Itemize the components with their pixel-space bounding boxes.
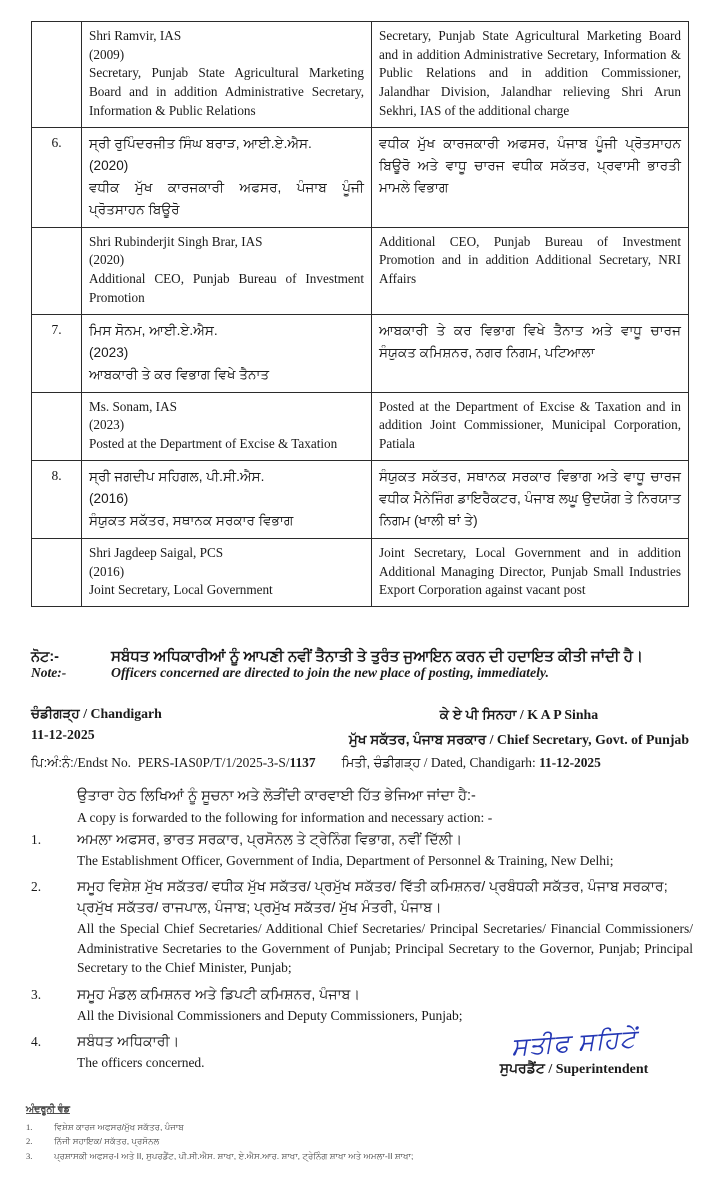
forward-intro-english: A copy is forwarded to the following for information and necessary action: - bbox=[77, 809, 493, 825]
officer-name: Shri Ramvir, IAS bbox=[89, 28, 182, 43]
row-officer bbox=[82, 127, 372, 227]
note-label-punjabi: ਨੋਟ:- bbox=[31, 649, 60, 665]
officer-designation: ਵਧੀਕ ਮੁੱਖ ਕਾਰਜਕਾਰੀ ਅਫਸਰ, ਪੰਜਾਬ ਪੂੰਜੀ ਪ੍ਰੋਤਸਾਹਨ ਬਿਊਰੋ bbox=[89, 179, 364, 217]
row-officer bbox=[82, 392, 372, 460]
note-block bbox=[31, 648, 691, 681]
list-item-english: All the Special Chief Secretaries/ Additional Chief Secretaries/ Principal Secretaries/ Financial Commissioners/ Administrative Secretaries to the Government of Punjab; Principal Secretary to the Governor, Punjab; Principal Secretary to the Chief Minister, Punjab; bbox=[77, 920, 693, 976]
row-posting bbox=[372, 227, 689, 314]
row-posting bbox=[372, 22, 689, 128]
superintendent-title-english: Superintendent bbox=[555, 1062, 649, 1077]
internal-item-text: ਨਿੱਜੀ ਸਹਾਇਕ/ ਸਕੱਤਰ, ਪ੍ਰਸੋਨਲ bbox=[54, 1136, 160, 1147]
internal-item-number: 2. bbox=[26, 1136, 33, 1147]
officer-designation: ਆਬਕਾਰੀ ਤੇ ਕਰ ਵਿਭਾਗ ਵਿਖੇ ਤੈਨਾਤ bbox=[89, 366, 270, 382]
internal-list-item bbox=[26, 1121, 456, 1133]
row-serial: 8. bbox=[32, 460, 82, 538]
list-item-english: All the Divisional Commissioners and Deputy Commissioners, Punjab; bbox=[77, 1007, 463, 1023]
officer-name: ਸ੍ਰੀ ਰੁਪਿੰਦਰਜੀਤ ਸਿੰਘ ਬਰਾੜ, ਆਈ.ਏ.ਐਸ. bbox=[89, 135, 312, 151]
superintendent-signature-area bbox=[449, 1025, 699, 1078]
officer-name: Shri Rubinderjit Singh Brar, IAS bbox=[89, 233, 263, 249]
posting-text: Secretary, Punjab State Agricultural Marketing Board and in addition Administrative Secretary, Information & Public Relations and in addition Commissioner, Jalandhar Division, Jalandhar relieving Shri Arun Sekhri, IAS of the additional charge bbox=[379, 28, 681, 118]
row-posting bbox=[372, 127, 689, 227]
row-serial bbox=[32, 538, 82, 606]
list-item-english: The officers concerned. bbox=[77, 1055, 205, 1071]
officer-year: (2016) bbox=[89, 563, 125, 579]
superintendent-title bbox=[449, 1060, 699, 1078]
officer-year: (2023) bbox=[89, 344, 129, 360]
place-english: Chandigarh bbox=[90, 706, 162, 721]
posting-text: ਵਧੀਕ ਮੁੱਖ ਕਾਰਜਕਾਰੀ ਅਫਸਰ, ਪੰਜਾਬ ਪੂੰਜੀ ਪ੍ਰੋਤਸਾਹਨ ਬਿਊਰੋ ਅਤੇ ਵਾਧੂ ਚਾਰਜ ਵਧੀਕ ਸਕੱਤਰ, ਪ੍ਰਵਾਸੀ ਭਾਰਤੀ ਮਾਮਲੇ ਵਿਭਾਗ bbox=[379, 135, 681, 195]
superintendent-title-punjabi: ਸੁਪਰਡੈਂਟ bbox=[499, 1060, 545, 1076]
internal-item-text: ਵਿਸ਼ੇਸ਼ ਕਾਰਜ ਅਫਸਰ/ਮੁੱਖ ਸਕੱਤਰ, ਪੰਜਾਬ bbox=[54, 1122, 184, 1132]
row-serial bbox=[32, 227, 82, 314]
row-serial: 6. bbox=[32, 127, 82, 227]
chief-secretary-block bbox=[349, 703, 691, 753]
officer-title-line: ਮੁੱਖ ਸਕੱਤਰ, ਪੰਜਾਬ ਸਰਕਾਰ / Chief Secretary, Govt. of Punjab bbox=[348, 731, 689, 747]
issue-date: 11-12-2025 bbox=[31, 727, 95, 743]
officer-name: ਸ੍ਰੀ ਜਗਦੀਪ ਸਹਿਗਲ, ਪੀ.ਸੀ.ਐਸ. bbox=[89, 468, 265, 484]
list-item-punjabi: ਸਮੂਹ ਮੰਡਲ ਕਮਿਸ਼ਨਰ ਅਤੇ ਡਿਪਟੀ ਕਮਿਸ਼ਨਰ, ਪੰਜਾਬ। bbox=[77, 987, 361, 1004]
endorsement-date-label-punjabi: ਮਿਤੀ, ਚੰਡੀਗੜ੍ਹ bbox=[341, 755, 421, 770]
table-row bbox=[32, 538, 689, 606]
note-line-punjabi bbox=[31, 648, 691, 665]
table-row bbox=[32, 227, 689, 314]
posting-text: Additional CEO, Punjab Bureau of Investment Promotion and in addition Additional Secretary, NRI Affairs bbox=[379, 233, 681, 287]
list-item bbox=[31, 877, 693, 978]
handwritten-signature: ਸਤੀਫ ਸਹਿਟੇਂ bbox=[510, 1025, 638, 1062]
forward-intro-punjabi: ਉਤਾਰਾ ਹੇਠ ਲਿਖਿਆਂ ਨੂੰ ਸੂਚਨਾ ਅਤੇ ਲੋੜੀਂਦੀ ਕਾਰਵਾਈ ਹਿੱਤ ਭੇਜਿਆ ਜਾਂਦਾ ਹੈ:- bbox=[77, 788, 476, 804]
list-item-number: 3. bbox=[31, 987, 42, 1003]
row-posting bbox=[372, 538, 689, 606]
place-date-block bbox=[31, 703, 162, 753]
officer-name: Shri Jagdeep Saigal, PCS bbox=[89, 544, 224, 560]
internal-circulation-block bbox=[26, 1104, 456, 1164]
officer-name: Ms. Sonam, IAS bbox=[89, 398, 177, 414]
endorsement-date-value: 11-12-2025 bbox=[539, 755, 601, 770]
officer-name-line: ਕੇ ਏ ਪੀ ਸਿਨਹਾ / K A P Sinha bbox=[439, 707, 599, 722]
row-serial bbox=[32, 22, 82, 128]
officer-year: (2023) bbox=[89, 417, 125, 433]
list-item bbox=[31, 985, 693, 1025]
officer-year: (2009) bbox=[89, 46, 125, 62]
place-punjabi: ਚੰਡੀਗੜ੍ਹ bbox=[31, 706, 80, 721]
list-item-number: 1. bbox=[31, 832, 42, 847]
officer-posting-table bbox=[31, 21, 689, 607]
note-line-english bbox=[31, 665, 691, 681]
row-officer bbox=[82, 538, 372, 606]
endorsement-label-punjabi: ਪਿ:ਅੰ:ਨੰ: bbox=[31, 755, 74, 770]
officer-designation: Additional CEO, Punjab Bureau of Investment Promotion bbox=[89, 271, 364, 305]
internal-item-number: 1. bbox=[26, 1122, 33, 1132]
list-item-number: 2. bbox=[31, 879, 42, 895]
officer-name: ਮਿਸ ਸੋਨਮ, ਆਈ.ਏ.ਐਸ. bbox=[89, 322, 218, 338]
officer-title-punjabi: ਮੁੱਖ ਸਕੱਤਰ, ਪੰਜਾਬ ਸਰਕਾਰ bbox=[348, 731, 487, 747]
table-row bbox=[32, 22, 689, 128]
table-row bbox=[32, 314, 689, 392]
note-text-punjabi: ਸਬੰਧਤ ਅਧਿਕਾਰੀਆਂ ਨੂੰ ਆਪਣੀ ਨਵੀਂ ਤੈਨਾਤੀ ਤੇ ਤੁਰੰਤ ਜੁਆਇਨ ਕਰਨ ਦੀ ਹਦਾਇਤ ਕੀਤੀ ਜਾਂਦੀ ਹੈ। bbox=[111, 648, 644, 665]
officer-designation: Joint Secretary, Local Government bbox=[89, 582, 273, 598]
officer-title-english: Chief Secretary, Govt. of Punjab bbox=[496, 731, 689, 747]
posting-text: ਸੰਯੁਕਤ ਸਕੱਤਰ, ਸਥਾਨਕ ਸਰਕਾਰ ਵਿਭਾਗ ਅਤੇ ਵਾਧੂ ਚਾਰਜ ਵਧੀਕ ਮੈਨੇਜਿੰਗ ਡਾਇਰੈਕਟਰ, ਪੰਜਾਬ ਲਘੂ ਉਦਯੋਗ ਤੇ ਨਿਰਯਾਤ ਨਿਗਮ (ਖਾਲੀ ਥਾਂ ਤੇ) bbox=[379, 468, 681, 528]
place-line: ਚੰਡੀਗੜ੍ਹ / Chandigarh bbox=[31, 706, 162, 721]
posting-text: ਆਬਕਾਰੀ ਤੇ ਕਰ ਵਿਭਾਗ ਵਿਖੇ ਤੈਨਾਤ ਅਤੇ ਵਾਧੂ ਚਾਰਜ ਸੰਯੁਕਤ ਕਮਿਸ਼ਨਰ, ਨਗਰ ਨਿਗਮ, ਪਟਿਆਲਾ bbox=[379, 322, 681, 360]
list-item bbox=[31, 830, 693, 870]
list-item-english: The Establishment Officer, Government of India, Department of Personnel & Training, New Delhi; bbox=[77, 852, 614, 868]
endorsement-date-label-english: / Dated, Chandigarh: bbox=[423, 755, 536, 770]
title-separator: / bbox=[544, 1062, 556, 1077]
internal-list-item bbox=[26, 1150, 456, 1162]
officer-name-punjabi: ਕੇ ਏ ਪੀ ਸਿਨਹਾ bbox=[439, 707, 517, 722]
list-item-punjabi: ਅਮਲਾ ਅਫਸਰ, ਭਾਰਤ ਸਰਕਾਰ, ਪ੍ਰਸੋਨਲ ਤੇ ਟ੍ਰੇਨਿੰਗ ਵਿਭਾਗ, ਨਵੀਂ ਦਿੱਲੀ। bbox=[77, 832, 463, 848]
authority-signature-block bbox=[31, 703, 691, 753]
row-officer bbox=[82, 460, 372, 538]
officer-designation: Secretary, Punjab State Agricultural Marketing Board and in addition Administrative Secretary, Information & Public Relations bbox=[89, 65, 364, 118]
endorsement-label-english: /Endst No. bbox=[73, 755, 132, 770]
note-label-english: Note:- bbox=[31, 665, 67, 680]
row-serial: 7. bbox=[32, 314, 82, 392]
officer-name-english: K A P Sinha bbox=[527, 707, 599, 722]
endorsement-number: 1137 bbox=[289, 755, 316, 770]
endorsement-line bbox=[31, 755, 696, 771]
officer-year: (2016) bbox=[89, 490, 129, 506]
posting-text: Posted at the Department of Excise & Taxation and in addition Joint Commissioner, Municipal Corporation, Patiala bbox=[379, 398, 681, 452]
posting-text: Joint Secretary, Local Government and in addition Additional Managing Director, Punjab Small Industries Export Corporation against vacant post bbox=[379, 544, 681, 598]
row-officer bbox=[82, 22, 372, 128]
internal-item-text: ਪ੍ਰਸ਼ਾਸਕੀ ਅਫਸਰ-I ਅਤੇ II, ਸੁਪਰਡੈਂਟ, ਪੀ.ਸੀ.ਐਸ. ਸ਼ਾਖਾ, ਏ.ਐਸ.ਆਰ. ਸ਼ਾਖਾ, ਟ੍ਰੇਨਿੰਗ ਸ਼ਾਖਾ ਅਤੇ ਅਮਲਾ-II ਸ਼ਾਖਾ; bbox=[54, 1150, 414, 1161]
row-posting bbox=[372, 460, 689, 538]
officer-year: (2020) bbox=[89, 252, 125, 268]
row-posting bbox=[372, 314, 689, 392]
internal-item-number: 3. bbox=[26, 1150, 33, 1161]
list-item-punjabi: ਸਮੂਹ ਵਿਸ਼ੇਸ਼ ਮੁੱਖ ਸਕੱਤਰ/ ਵਧੀਕ ਮੁੱਖ ਸਕੱਤਰ/ ਪ੍ਰਮੁੱਖ ਸਕੱਤਰ/ ਵਿੱਤੀ ਕਮਿਸ਼ਨਰ/ ਪ੍ਰਬੰਧਕੀ ਸਕੱਤਰ, ਪੰਜਾਬ ਸਰਕਾਰ; ਪ੍ਰਮੁੱਖ ਸਕੱਤਰ/ ਰਾਜਪਾਲ, ਪੰਜਾਬ; ਪ੍ਰਮੁੱਖ ਸਕੱਤਰ/ ਮੁੱਖ ਮੰਤਰੀ, ਪੰਜਾਬ। bbox=[77, 879, 668, 917]
internal-circulation-heading: ਅੰਦਰੂਨੀ ਵੰਡ bbox=[26, 1104, 70, 1115]
table-row bbox=[32, 392, 689, 460]
forward-intro-block bbox=[77, 786, 692, 828]
list-item-number: 4. bbox=[31, 1034, 42, 1050]
table-row bbox=[32, 460, 689, 538]
internal-list-item bbox=[26, 1135, 456, 1147]
row-serial bbox=[32, 392, 82, 460]
note-text-english: Officers concerned are directed to join the new place of posting, immediately. bbox=[111, 665, 549, 680]
row-officer bbox=[82, 314, 372, 392]
officer-designation: ਸੰਯੁਕਤ ਸਕੱਤਰ, ਸਥਾਨਕ ਸਰਕਾਰ ਵਿਭਾਗ bbox=[89, 512, 294, 528]
endorsement-number-prefix: PERS-IAS0P/T/1/2025-3-S/ bbox=[137, 755, 290, 770]
row-officer bbox=[82, 227, 372, 314]
table-row bbox=[32, 127, 689, 227]
officer-designation: Posted at the Department of Excise & Taxation bbox=[89, 436, 338, 452]
row-posting bbox=[372, 392, 689, 460]
officer-year: (2020) bbox=[89, 157, 129, 173]
list-item-punjabi: ਸਬੰਧਤ ਅਧਿਕਾਰੀ। bbox=[77, 1034, 180, 1051]
